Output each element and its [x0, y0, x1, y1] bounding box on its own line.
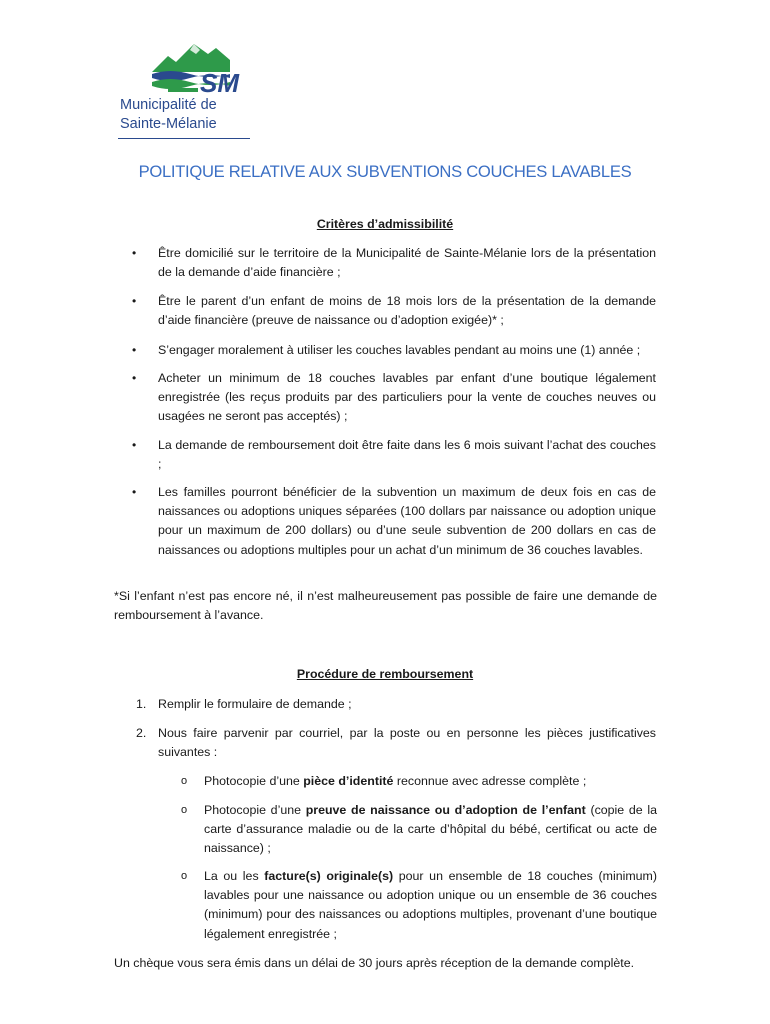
municipality-logo	[116, 42, 256, 142]
bullet-icon: •	[132, 246, 137, 260]
circle-bullet-icon: o	[181, 870, 188, 882]
circle-bullet-icon: o	[181, 775, 188, 787]
svg-text:SM: SM	[200, 68, 239, 94]
step-number: 1.	[136, 697, 147, 711]
list-item-text: S’engager moralement à utiliser les couches lavables pendant au moins une (1) année ;	[158, 343, 641, 357]
list-item-text: La demande de remboursement doit être faite dans les 6 mois suivant l’achat des couches ;	[158, 438, 656, 472]
list-item-text: Être le parent d’un enfant de moins de 18 mois lors de la présentation de la demande d’aide financière (preuve de naissance ou d’adoption exigée)* ;	[158, 294, 656, 328]
procedure-heading: Procédure de remboursement	[296, 667, 474, 681]
step-number: 2.	[136, 726, 147, 740]
bullet-icon: •	[132, 438, 137, 452]
closing-statement: Un chèque vous sera émis dans un délai de 30 jours après réception de la demande complète.	[114, 956, 635, 970]
bullet-icon: •	[132, 371, 137, 385]
step-text: Remplir le formulaire de demande ;	[158, 697, 352, 711]
step-text: Nous faire parvenir par courriel, par la poste ou en personne les pièces justificatives suivantes :	[158, 726, 656, 760]
logo-line-2: Sainte-Mélanie	[120, 116, 217, 132]
eligibility-footnote: *Si l’enfant n’est pas encore né, il n’est malheureusement pas possible de faire une demande de remboursement à l’avance.	[114, 589, 657, 623]
document-title: POLITIQUE RELATIVE AUX SUBVENTIONS COUCHES LAVABLES	[138, 162, 632, 181]
list-item-text: Acheter un minimum de 18 couches lavables par enfant d’une boutique légalement enregistrée (les reçus produits par des particuliers pour la vente de couches neuves ou usagées ne seront pas acceptés) ;	[158, 371, 656, 424]
document-text: Photocopie d’une pièce d’identité reconnue avec adresse complète ;	[204, 774, 587, 788]
logo-line-1: Municipalité de	[120, 97, 217, 113]
list-item-text: Les familles pourront bénéficier de la subvention un maximum de deux fois en cas de naissances ou adoptions uniques séparées (100 dollars par naissance ou adoption unique pour un maximum de 200 dollars) ou d’une seule subvention de 200 dollars en cas de naissances ou adoptions multiples pour un achat d’un minimum de 36 couches lavables.	[158, 485, 656, 557]
bullet-icon: •	[132, 343, 137, 357]
logo-text	[120, 96, 250, 134]
ssm-logo-icon	[150, 42, 252, 94]
circle-bullet-icon: o	[181, 804, 188, 816]
eligibility-heading: Critères d’admissibilité	[316, 217, 454, 231]
logo-divider	[118, 138, 250, 139]
document-text: La ou les facture(s) originale(s) pour un ensemble de 18 couches (minimum) lavables pour une naissance ou adoption unique ou un ensemble de 36 couches (minimum) pour des naissances ou adoptions multiples, provenant d’une boutique légalement enregistrée ;	[204, 869, 658, 941]
bullet-icon: •	[132, 294, 137, 308]
document-text: Photocopie d’une preuve de naissance ou d’adoption de l’enfant (copie de la carte d’assurance maladie ou de la carte d’hôpital du bébé, certificat ou acte de naissance) ;	[204, 803, 657, 856]
list-item-text: Être domicilié sur le territoire de la Municipalité de Sainte-Mélanie lors de la présentation de la demande d’aide financière ;	[158, 246, 656, 280]
bullet-icon: •	[132, 485, 137, 499]
